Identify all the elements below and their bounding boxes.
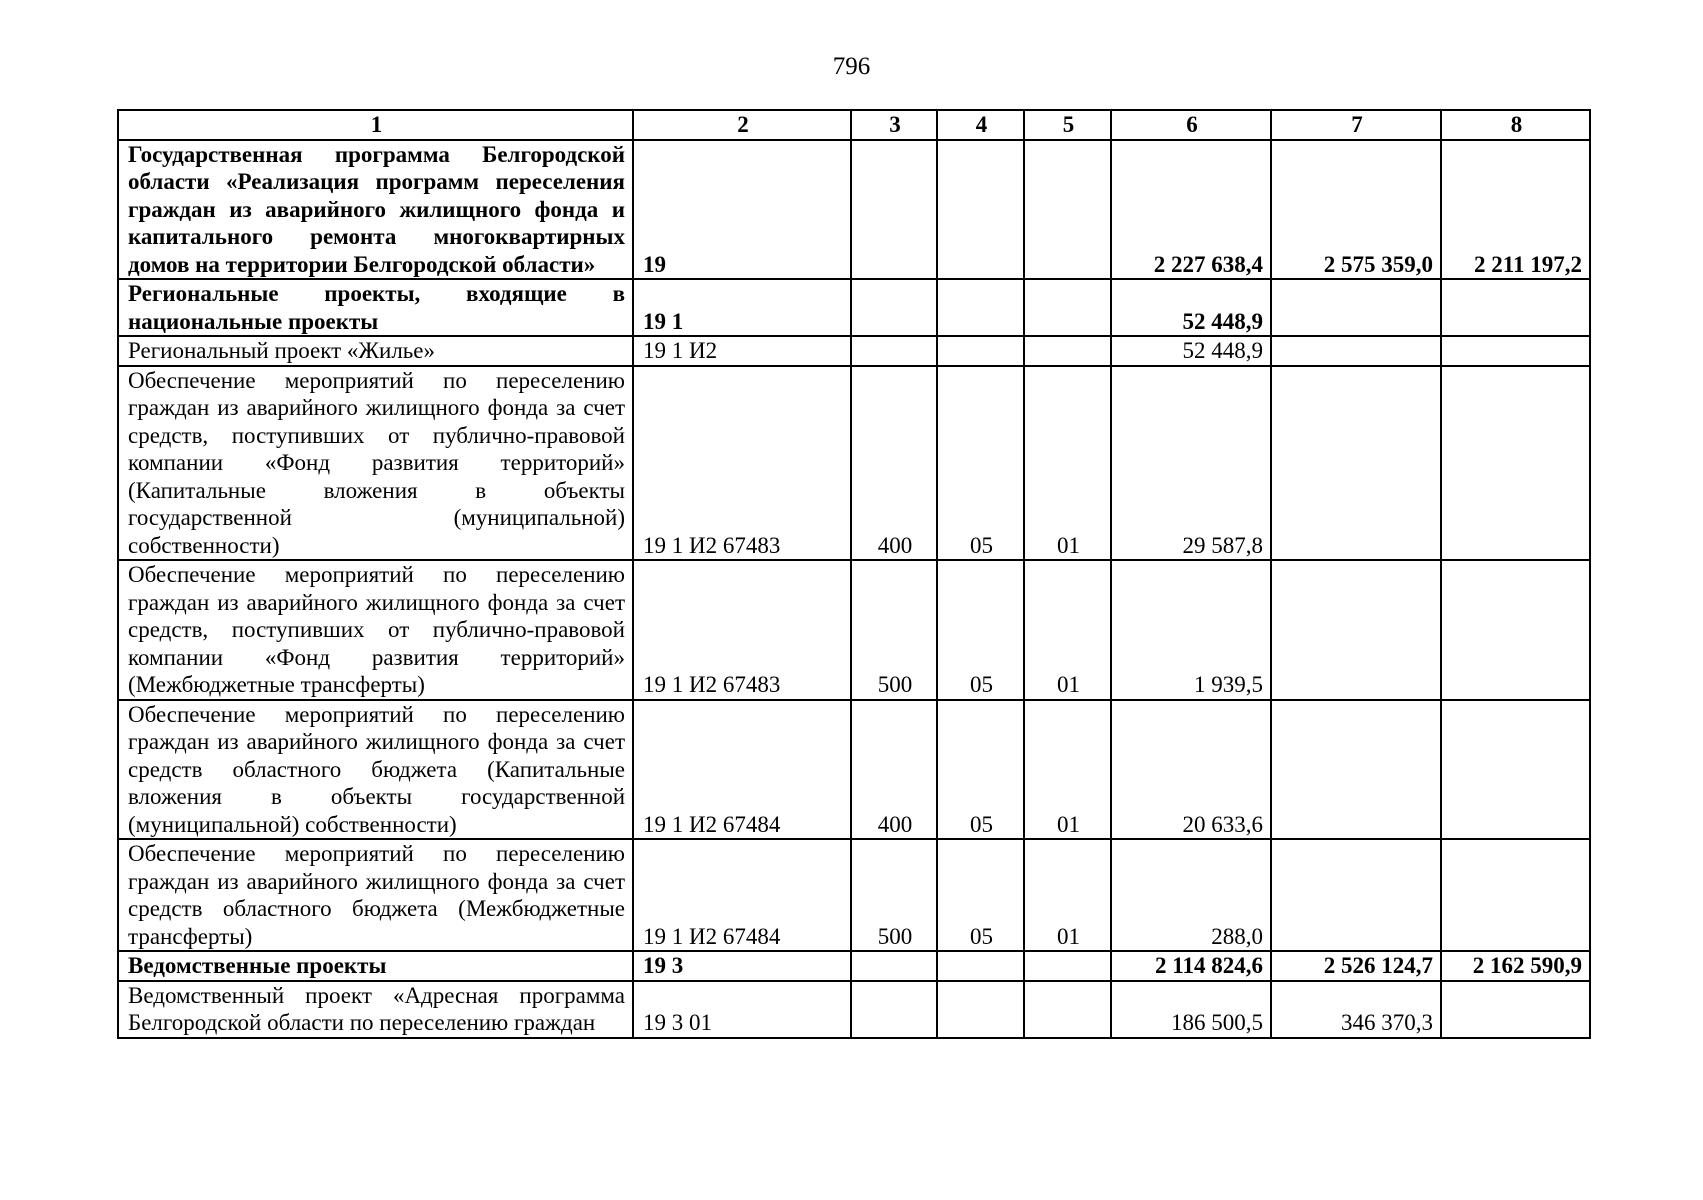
row-name-cell: Государственная программа Белгородской области «Реализация программ переселения граждан из аварийного жилищного фонда и капитального ремонта многоквартирных домов на территории Белгородской области» (118, 140, 633, 280)
row-col7-cell: 346 370,3 (1271, 981, 1441, 1038)
row-code-cell: 19 3 (633, 951, 851, 981)
row-col5-cell (1024, 981, 1111, 1038)
row-col5-cell: 01 (1024, 839, 1111, 951)
row-name-cell: Региональные проекты, входящие в национальные проекты (118, 279, 633, 336)
page-number: 796 (832, 53, 871, 80)
row-col6-cell: 2 227 638,4 (1111, 140, 1271, 280)
row-col5-cell (1024, 336, 1111, 366)
row-col7-cell (1271, 366, 1441, 561)
row-col5-cell: 01 (1024, 366, 1111, 561)
row-name-cell: Ведомственный проект «Адресная программа Белгородской области по переселению граждан (118, 981, 633, 1038)
column-header: 3 (851, 110, 937, 140)
row-col7-cell (1271, 279, 1441, 336)
row-col8-cell (1441, 279, 1590, 336)
row-col3-cell (851, 336, 937, 366)
row-col8-cell (1441, 366, 1590, 561)
row-col8-cell (1441, 981, 1590, 1038)
table-row (118, 981, 1590, 1038)
table-row (118, 279, 1590, 336)
row-col4-cell (937, 140, 1024, 280)
table-row (118, 140, 1590, 280)
row-col6-cell: 29 587,8 (1111, 366, 1271, 561)
column-header: 4 (937, 110, 1024, 140)
row-col5-cell: 01 (1024, 560, 1111, 700)
row-col5-cell (1024, 279, 1111, 336)
row-code-cell: 19 1 И2 67483 (633, 366, 851, 561)
column-header: 6 (1111, 110, 1271, 140)
row-col4-cell (937, 951, 1024, 981)
row-col3-cell (851, 279, 937, 336)
column-header: 2 (633, 110, 851, 140)
row-col3-cell: 400 (851, 700, 937, 840)
row-col4-cell (937, 981, 1024, 1038)
row-col4-cell (937, 279, 1024, 336)
row-code-cell: 19 (633, 140, 851, 280)
budget-table (117, 109, 1591, 1039)
column-header: 8 (1441, 110, 1590, 140)
row-col8-cell (1441, 560, 1590, 700)
table-row (118, 951, 1590, 981)
row-name-cell: Обеспечение мероприятий по переселению граждан из аварийного жилищного фонда за счет средств областного бюджета (Капитальные вложения в объекты государственной (муниципальной) собственности) (118, 700, 633, 840)
row-col3-cell (851, 140, 937, 280)
table-row (118, 700, 1590, 840)
table-row (118, 839, 1590, 951)
header-row (118, 110, 1590, 140)
row-code-cell: 19 3 01 (633, 981, 851, 1038)
row-col7-cell (1271, 700, 1441, 840)
row-col3-cell: 400 (851, 366, 937, 561)
row-col6-cell: 186 500,5 (1111, 981, 1271, 1038)
row-col5-cell: 01 (1024, 700, 1111, 840)
row-name-cell: Обеспечение мероприятий по переселению граждан из аварийного жилищного фонда за счет средств, поступивших от публично-правовой компании «Фонд развития территорий» (Капитальные вложения в объекты государственной (муниципальной) собственности) (118, 366, 633, 561)
row-col3-cell (851, 981, 937, 1038)
row-col6-cell: 20 633,6 (1111, 700, 1271, 840)
column-header: 7 (1271, 110, 1441, 140)
row-col8-cell (1441, 839, 1590, 951)
row-col6-cell: 288,0 (1111, 839, 1271, 951)
row-code-cell: 19 1 (633, 279, 851, 336)
row-col4-cell: 05 (937, 366, 1024, 561)
row-col6-cell: 52 448,9 (1111, 336, 1271, 366)
row-col7-cell: 2 526 124,7 (1271, 951, 1441, 981)
row-col4-cell: 05 (937, 700, 1024, 840)
table-row (118, 560, 1590, 700)
row-code-cell: 19 1 И2 67484 (633, 700, 851, 840)
row-col6-cell: 1 939,5 (1111, 560, 1271, 700)
row-code-cell: 19 1 И2 67483 (633, 560, 851, 700)
row-name-cell: Региональный проект «Жилье» (118, 336, 633, 366)
row-col8-cell (1441, 336, 1590, 366)
row-col7-cell: 2 575 359,0 (1271, 140, 1441, 280)
column-header: 5 (1024, 110, 1111, 140)
row-col8-cell: 2 211 197,2 (1441, 140, 1590, 280)
row-col3-cell (851, 951, 937, 981)
table-row (118, 366, 1590, 561)
row-col7-cell (1271, 560, 1441, 700)
row-col4-cell: 05 (937, 839, 1024, 951)
row-name-cell: Обеспечение мероприятий по переселению граждан из аварийного жилищного фонда за счет средств, поступивших от публично-правовой компании «Фонд развития территорий» (Межбюджетные трансферты) (118, 560, 633, 700)
row-col5-cell (1024, 951, 1111, 981)
row-col4-cell (937, 336, 1024, 366)
row-name-cell: Ведомственные проекты (118, 951, 633, 981)
row-col7-cell (1271, 839, 1441, 951)
row-col5-cell (1024, 140, 1111, 280)
row-col7-cell (1271, 336, 1441, 366)
row-col3-cell: 500 (851, 560, 937, 700)
row-col8-cell: 2 162 590,9 (1441, 951, 1590, 981)
row-col3-cell: 500 (851, 839, 937, 951)
row-code-cell: 19 1 И2 (633, 336, 851, 366)
row-code-cell: 19 1 И2 67484 (633, 839, 851, 951)
row-col6-cell: 2 114 824,6 (1111, 951, 1271, 981)
row-col6-cell: 52 448,9 (1111, 279, 1271, 336)
row-col8-cell (1441, 700, 1590, 840)
table-row (118, 336, 1590, 366)
row-name-cell: Обеспечение мероприятий по переселению граждан из аварийного жилищного фонда за счет средств областного бюджета (Межбюджетные трансферты) (118, 839, 633, 951)
row-col4-cell: 05 (937, 560, 1024, 700)
column-header: 1 (118, 110, 633, 140)
